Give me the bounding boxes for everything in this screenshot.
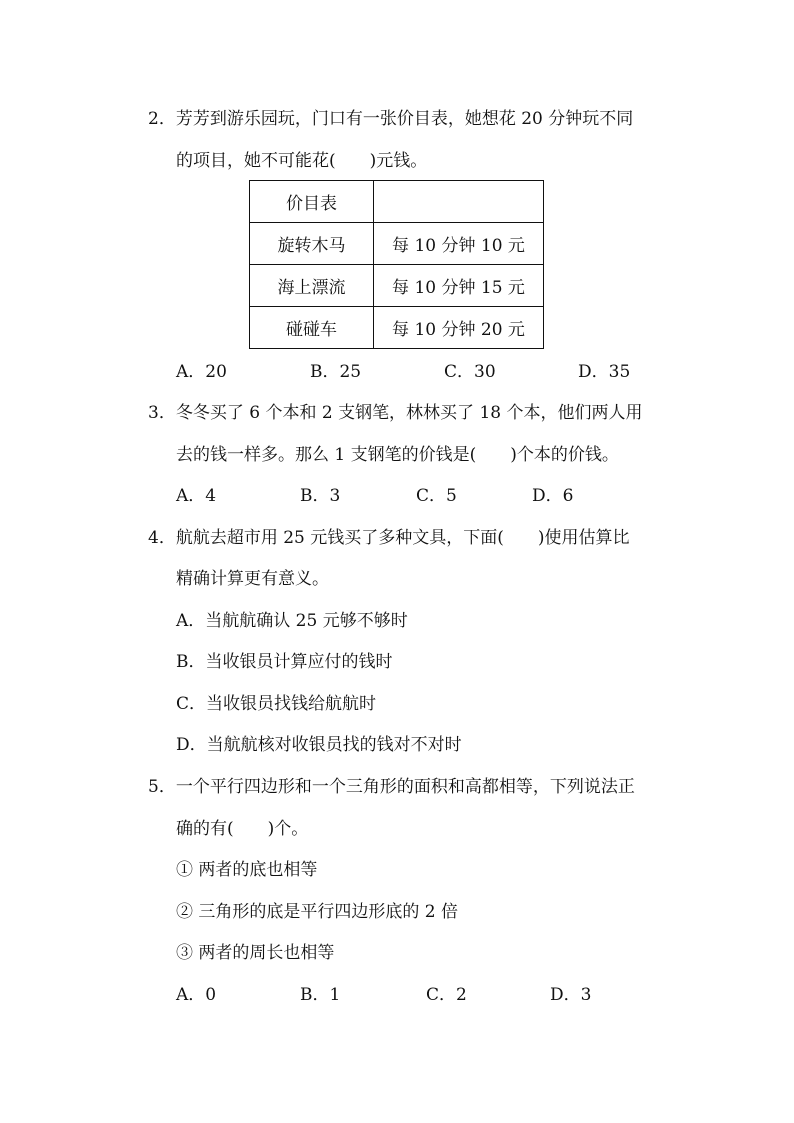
q5-statement-2: ② 三角形的底是平行四边形底的 2 倍 — [176, 902, 459, 922]
q5-option-a: A．0 — [176, 985, 217, 1005]
q5-statement-3: ③ 两者的周长也相等 — [176, 943, 335, 963]
q4-option-c: C．当收银员找钱给航航时 — [176, 694, 377, 714]
q3-option-c: C．5 — [416, 486, 457, 506]
table-cell: 碰碰车 — [250, 307, 374, 349]
table-cell: 每 10 分钟 20 元 — [374, 307, 544, 349]
table-cell: 旋转木马 — [250, 223, 374, 265]
q4-stem-line2: 精确计算更有意义。 — [176, 569, 329, 589]
table-cell: 每 10 分钟 15 元 — [374, 265, 544, 307]
q2-option-c: C．30 — [444, 362, 496, 382]
q2-option-a: A．20 — [176, 362, 227, 382]
table-row — [250, 307, 544, 349]
q4-option-a: A．当航航确认 25 元够不够时 — [176, 611, 408, 631]
table-cell: 每 10 分钟 10 元 — [374, 223, 544, 265]
q5-option-c: C．2 — [426, 985, 467, 1005]
price-table — [249, 180, 544, 349]
q5-stem-line2: 确的有( )个。 — [176, 819, 309, 839]
q4-option-d: D．当航航核对收银员找的钱对不对时 — [176, 735, 462, 755]
table-row — [250, 181, 544, 223]
q4-option-b: B．当收银员计算应付的钱时 — [176, 652, 393, 672]
q2-stem-line1: 2．芳芳到游乐园玩，门口有一张价目表，她想花 20 分钟玩不同 — [148, 109, 634, 129]
q3-stem-line2: 去的钱一样多。那么 1 支钢笔的价钱是( )个本的价钱。 — [176, 445, 619, 465]
q3-stem-line1: 3．冬冬买了 6 个本和 2 支钢笔，林林买了 18 个本，他们两人用 — [148, 403, 643, 423]
table-cell: 海上漂流 — [250, 265, 374, 307]
q5-stem-line1: 5．一个平行四边形和一个三角形的面积和高都相等，下列说法正 — [148, 777, 635, 797]
q2-option-d: D．35 — [578, 362, 631, 382]
q5-option-d: D．3 — [550, 985, 592, 1005]
q2-option-b: B．25 — [310, 362, 362, 382]
table-row — [250, 265, 544, 307]
q3-option-d: D．6 — [532, 486, 574, 506]
q4-stem-line1: 4．航航去超市用 25 元钱买了多种文具，下面( )使用估算比 — [148, 528, 630, 548]
q3-option-a: A．4 — [176, 486, 217, 506]
q2-stem-line2: 的项目，她不可能花( )元钱。 — [176, 151, 428, 171]
table-row — [250, 223, 544, 265]
q3-option-b: B．3 — [300, 486, 341, 506]
q5-option-b: B．1 — [300, 985, 341, 1005]
table-cell: 价目表 — [250, 181, 374, 223]
table-cell — [374, 181, 544, 223]
q5-statement-1: ① 两者的底也相等 — [176, 860, 318, 880]
